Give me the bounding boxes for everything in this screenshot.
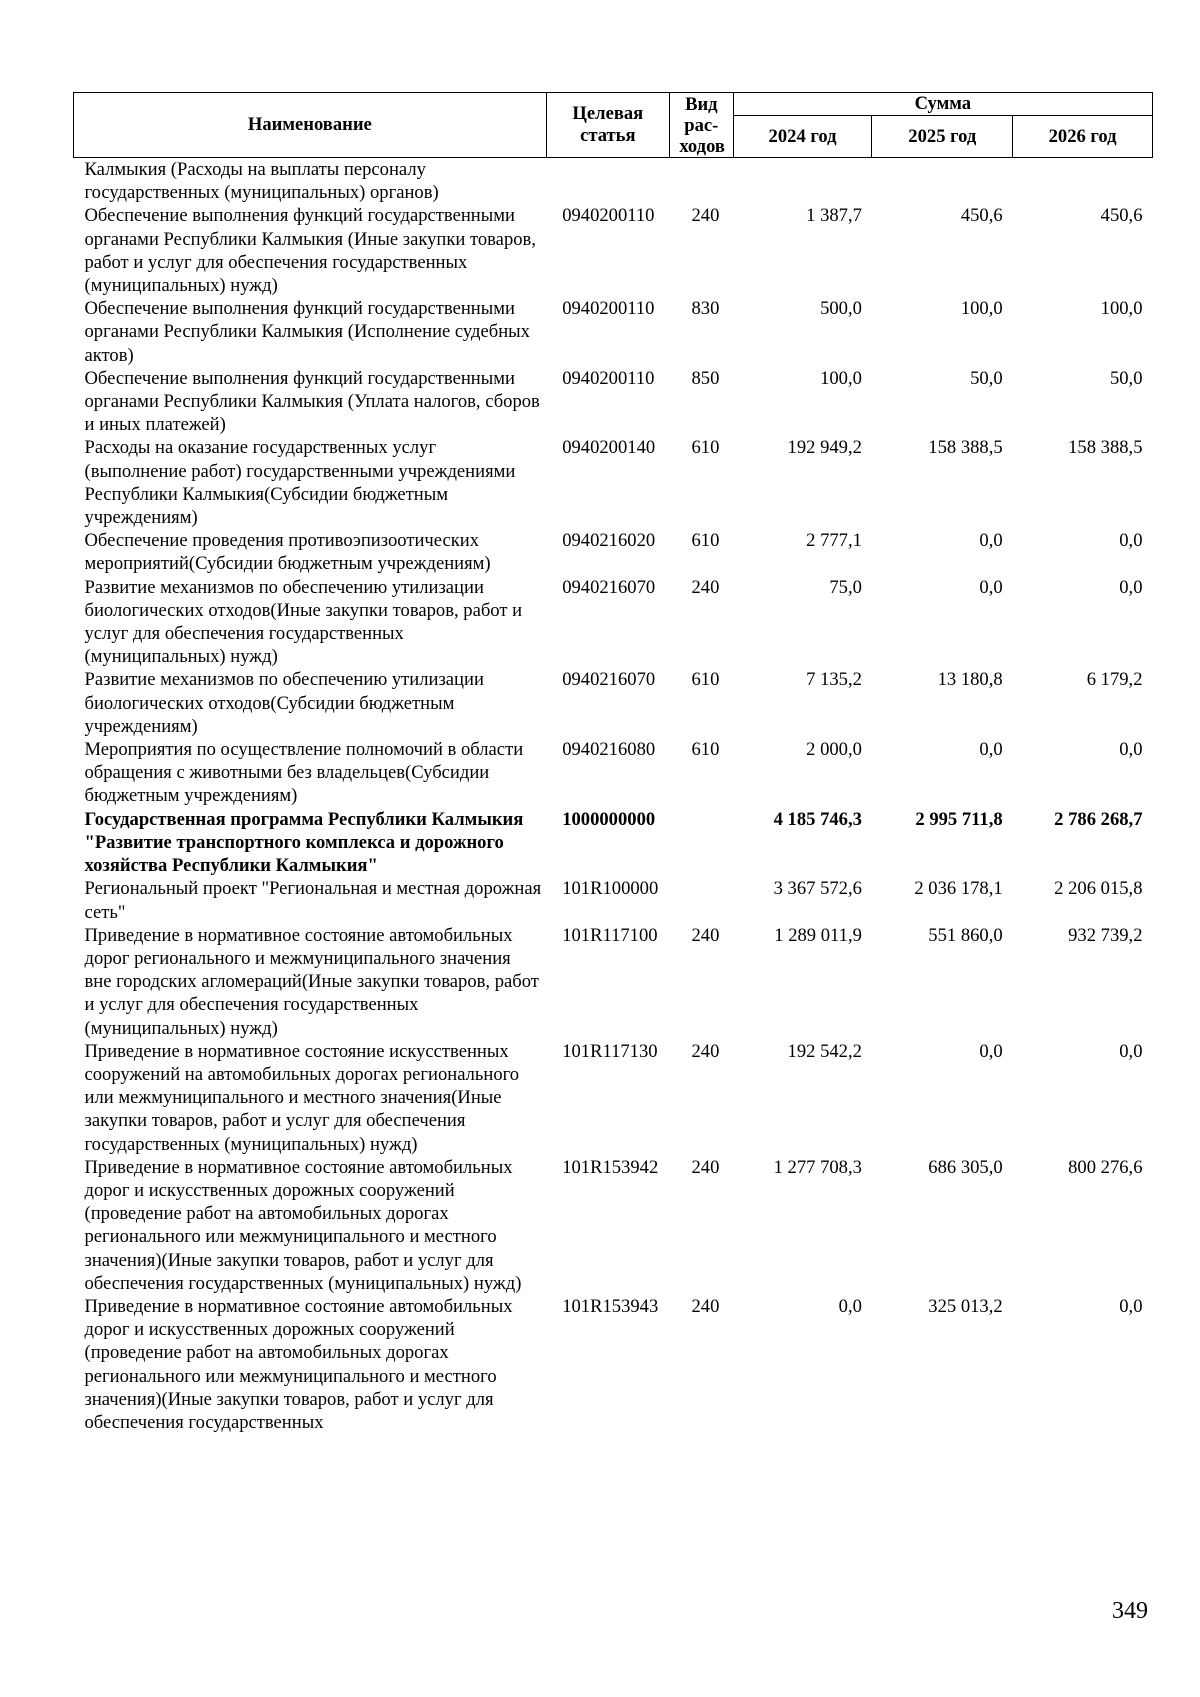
row-name: Обеспечение проведения противоэпизоотических мероприятий(Субсидии бюджетным учреждениям) [84, 530, 491, 575]
row-target-code: 0940216070 [562, 576, 656, 598]
row-amount-2026: 0,0 [1119, 1295, 1143, 1317]
row-name: Обеспечение выполнения функций государственными органами Республики Калмыкия (Иные закупки товаров, работ и услуг для обеспечения государственных (муниципальных) нужд) [84, 205, 536, 297]
row-name: Обеспечение выполнения функций государственными органами Республики Калмыкия (Уплата налогов, сборов и иных платежей) [84, 367, 540, 436]
row-amount-2024: 0,0 [838, 1295, 862, 1317]
row-amount-2025: 2 036 178,1 [914, 878, 1003, 900]
row-amount-2025: 0,0 [979, 576, 1003, 598]
row-expense-kind: 610 [691, 437, 720, 459]
row-amount-2025: 0,0 [979, 1040, 1003, 1062]
row-expense-kind [669, 808, 733, 878]
page-number: 349 [1112, 1598, 1148, 1624]
row-amount-2026: 0,0 [1119, 576, 1143, 598]
row-amount-2024: 4 185 746,3 [773, 808, 862, 830]
table-row [74, 576, 1153, 669]
row-name: Развитие механизмов по обеспечению утилизации биологических отходов(Иные закупки товаров, работ и услуг для обеспечения государственных (муниципальных) нужд) [84, 576, 523, 668]
row-amount-2025: 450,6 [960, 205, 1003, 227]
row-target-code: 0940200110 [562, 367, 655, 389]
row-expense-kind [669, 877, 733, 923]
row-amount-2026: 450,6 [1100, 205, 1143, 227]
row-amount-2024: 2 000,0 [806, 739, 862, 761]
row-target-code: 101R117100 [562, 924, 658, 946]
row-expense-kind: 240 [691, 1040, 720, 1062]
row-amount-2025: 100,0 [960, 298, 1003, 320]
row-target-code: 0940200140 [562, 437, 656, 459]
row-amount-2026: 0,0 [1119, 1040, 1143, 1062]
row-name: Калмыкия (Расходы на выплаты персоналу государственных (муниципальных) органов) [84, 159, 439, 204]
row-name: Обеспечение выполнения функций государственными органами Республики Калмыкия (Исполнение судебных актов) [84, 298, 530, 366]
row-amount-2024: 192 542,2 [787, 1040, 862, 1062]
row-target-code: 101R153942 [562, 1156, 659, 1178]
budget-table [73, 92, 1153, 1434]
row-amount-2024: 2 777,1 [806, 530, 862, 552]
row-expense-kind: 830 [691, 298, 720, 320]
row-amount-2026: 0,0 [1119, 739, 1143, 761]
row-amount-2026: 6 179,2 [1086, 669, 1143, 691]
table-row [74, 1156, 1153, 1295]
row-target-code: 101R117130 [562, 1040, 658, 1062]
row-name: Региональный проект "Региональная и местная дорожная сеть" [84, 878, 542, 923]
row-expense-kind: 240 [691, 924, 720, 946]
table-row [74, 297, 1153, 367]
row-expense-kind: 240 [691, 576, 720, 598]
row-amount-2024 [733, 158, 872, 205]
row-name: Государственная программа Республики Калмыкия "Развитие транспортного комплекса и дорожного хозяйства Республики Калмыкия" [84, 808, 524, 877]
row-amount-2024: 1 387,7 [806, 205, 862, 227]
row-amount-2026: 50,0 [1109, 367, 1143, 389]
row-expense-kind: 610 [691, 669, 720, 691]
row-name: Расходы на оказание государственных услуг (выполнение работ) государственными учреждениями Республики Калмыкия(Субсидии бюджетным учреждениям) [84, 437, 516, 529]
header-sum: Сумма [733, 93, 1152, 116]
row-name: Развитие механизмов по обеспечению утилизации биологических отходов(Субсидии бюджетным учреждениям) [84, 669, 484, 737]
table-row [74, 367, 1153, 437]
row-expense-kind [669, 158, 733, 205]
row-name: Приведение в нормативное состояние автомобильных дорог и искусственных дорожных сооружений (проведение работ на автомобильных дорогах регионального или межмуниципального и местного значения)(Иные закупки товаров, работ и услуг для обеспечения государственных (муниципальных) нужд) [84, 1156, 522, 1294]
header-2025: 2025 год [872, 116, 1013, 158]
table-row [74, 1295, 1153, 1434]
row-expense-kind: 610 [691, 739, 720, 761]
row-name: Мероприятия по осуществление полномочий в области обращения с животными без владельцев(Субсидии бюджетным учреждениям) [84, 739, 524, 807]
row-amount-2024: 75,0 [829, 576, 862, 598]
row-amount-2024: 1 289 011,9 [774, 924, 862, 946]
row-amount-2024: 7 135,2 [806, 669, 862, 691]
row-target-code: 0940200110 [562, 205, 655, 227]
row-name: Приведение в нормативное состояние автомобильных дорог и искусственных дорожных сооружений (проведение работ на автомобильных дорогах регионального или межмуниципального и местного значения)(Иные закупки товаров, работ и услуг для обеспечения государственных [84, 1295, 513, 1433]
table-row [74, 738, 1153, 808]
row-expense-kind: 240 [691, 1295, 720, 1317]
table-row [74, 808, 1153, 878]
row-target-code: 0940216070 [562, 669, 656, 691]
row-target-code: 1000000000 [562, 808, 656, 830]
row-expense-kind: 850 [691, 367, 720, 389]
row-amount-2025: 0,0 [979, 739, 1003, 761]
row-amount-2024: 1 277 708,3 [773, 1156, 862, 1178]
row-amount-2026: 800 276,6 [1068, 1156, 1143, 1178]
header-name: Наименование [74, 93, 547, 158]
row-amount-2024: 192 949,2 [787, 437, 862, 459]
table-header [74, 93, 1153, 158]
row-expense-kind: 240 [691, 1156, 720, 1178]
row-amount-2025 [872, 158, 1013, 205]
row-target-code: 101R100000 [562, 878, 659, 900]
row-amount-2026 [1013, 158, 1153, 205]
table-row [74, 204, 1153, 297]
row-amount-2025: 325 013,2 [928, 1295, 1003, 1317]
table-row [74, 436, 1153, 529]
row-expense-kind: 240 [691, 205, 720, 227]
row-expense-kind: 610 [691, 530, 720, 552]
header-2024: 2024 год [733, 116, 872, 158]
table-body [74, 158, 1153, 1435]
row-amount-2025: 0,0 [979, 530, 1003, 552]
header-kind: Вид рас-ходов [669, 93, 733, 158]
table-row [74, 668, 1153, 738]
row-amount-2025: 2 995 711,8 [915, 808, 1003, 830]
row-target-code: 0940200110 [562, 298, 655, 320]
table-row [74, 877, 1153, 923]
row-amount-2025: 551 860,0 [928, 924, 1003, 946]
header-target: Целевая статья [546, 93, 669, 158]
row-target-code [546, 158, 669, 205]
row-amount-2026: 0,0 [1119, 530, 1143, 552]
header-2026: 2026 год [1013, 116, 1153, 158]
row-target-code: 101R153943 [562, 1295, 659, 1317]
row-amount-2026: 2 206 015,8 [1054, 878, 1143, 900]
row-amount-2026: 158 388,5 [1068, 437, 1143, 459]
row-amount-2025: 13 180,8 [937, 669, 1003, 691]
row-amount-2024: 3 367 572,6 [773, 878, 862, 900]
row-target-code: 0940216020 [562, 530, 656, 552]
row-name: Приведение в нормативное состояние автомобильных дорог регионального и межмуниципального значения вне городских агломераций(Иные закупки товаров, работ и услуг для обеспечения государственных (муниципальных) нужд) [84, 924, 539, 1039]
table-row [74, 924, 1153, 1040]
row-amount-2025: 158 388,5 [928, 437, 1003, 459]
row-amount-2026: 932 739,2 [1068, 924, 1143, 946]
table-row [74, 1040, 1153, 1156]
row-amount-2024: 500,0 [820, 298, 862, 320]
row-amount-2025: 50,0 [970, 367, 1003, 389]
row-amount-2024: 100,0 [820, 367, 862, 389]
table-row [74, 529, 1153, 575]
row-target-code: 0940216080 [562, 739, 656, 761]
row-amount-2026: 2 786 268,7 [1054, 808, 1143, 830]
row-amount-2025: 686 305,0 [928, 1156, 1003, 1178]
row-name: Приведение в нормативное состояние искусственных сооружений на автомобильных дорогах регионального или межмуниципального и местного значения(Иные закупки товаров, работ и услуг для обеспечения государственных (муниципальных) нужд) [84, 1040, 520, 1155]
row-amount-2026: 100,0 [1100, 298, 1143, 320]
table-row [74, 158, 1153, 205]
